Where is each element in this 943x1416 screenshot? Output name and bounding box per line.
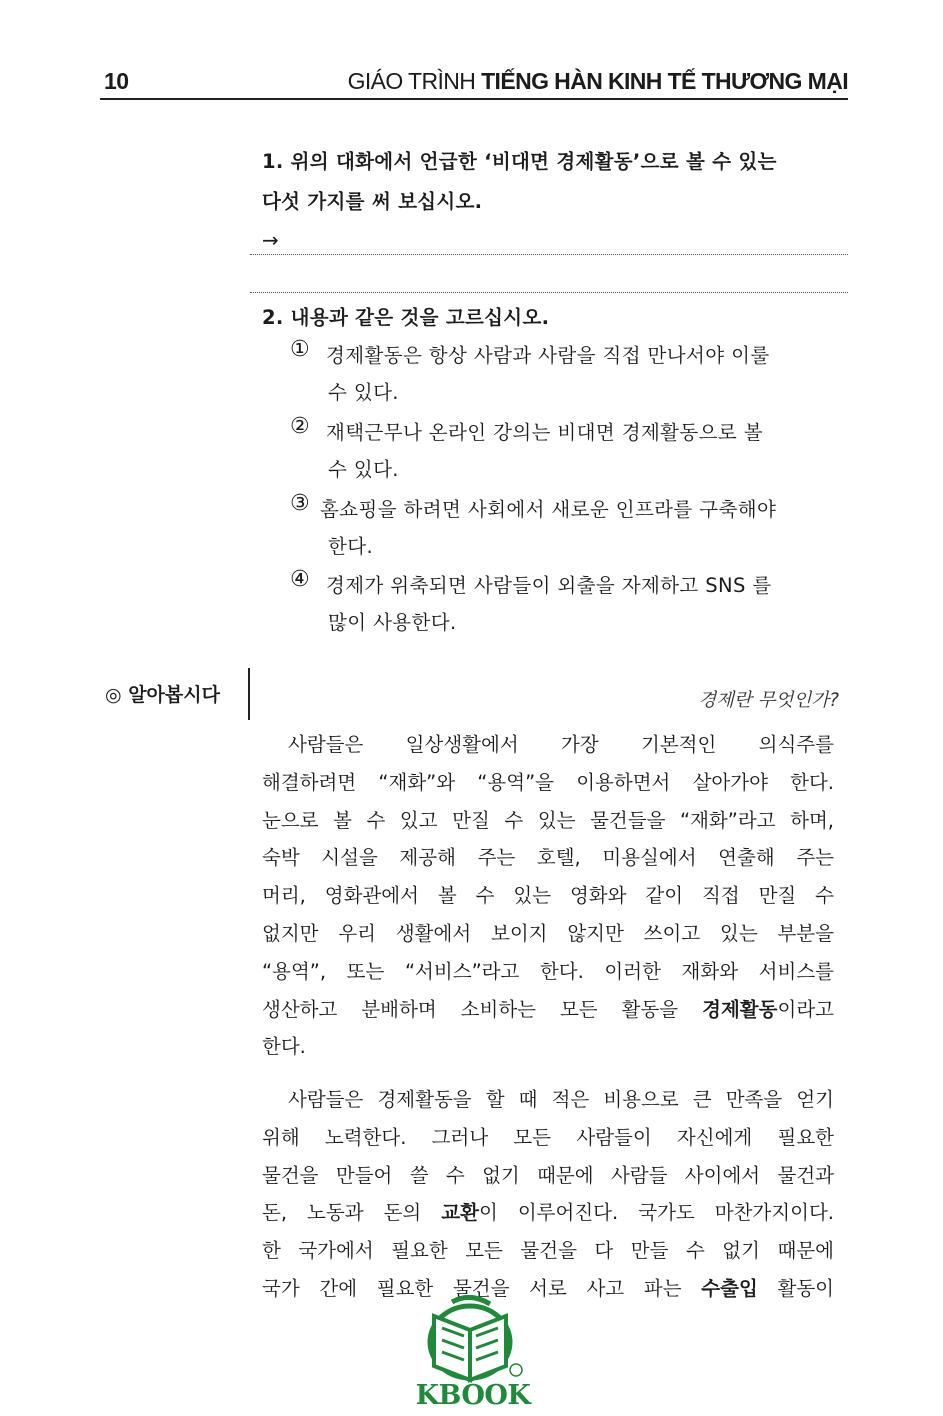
option-text: 많이 사용한다.: [328, 611, 457, 634]
paragraph-line: 한 국가에서 필요한 모든 물건을 다 만들 수 없기 때문에: [262, 1239, 834, 1263]
question2-title: 2. 내용과 같은 것을 고르십시오.: [262, 306, 550, 329]
paragraph-line: 머리, 영화관에서 볼 수 있는 영화와 같이 직접 만질 수: [262, 884, 834, 908]
option-text: 재택근무나 온라인 강의는 비대면 경제활동으로 볼: [326, 421, 763, 444]
option-text: 홈쇼핑을 하려면 사회에서 새로운 인프라를 구축해야: [320, 498, 777, 521]
text-run: 활동이: [757, 1276, 834, 1300]
text-run: 돈, 노동과 돈의: [262, 1201, 442, 1225]
option-number: ②: [290, 414, 310, 439]
option-number: ④: [290, 567, 310, 592]
paragraph-line: 한다.: [262, 1035, 306, 1059]
kbook-logo: [412, 1294, 534, 1412]
paragraph-line: “용역”, 또는 “서비스”라고 한다. 이러한 재화와 서비스를: [262, 959, 834, 983]
page-header: [100, 58, 848, 100]
paragraph-line: [262, 1194, 834, 1232]
section-label: ◎ 알아봅시다: [105, 684, 220, 706]
paragraph-line: 물건을 만들어 쓸 수 없기 때문에 사람들 사이에서 물건과: [262, 1163, 834, 1187]
question1-line1: 1. 위의 대화에서 언급한 ‘비대면 경제활동’으로 볼 수 있는: [262, 150, 777, 173]
option-text: 수 있다.: [328, 381, 399, 404]
paragraph-line: 해결하려면 “재화”와 “용역”을 이용하면서 살아가야 한다.: [262, 770, 834, 794]
paragraph-1: [262, 726, 834, 1066]
paragraph-line: 사람들은 경제활동을 할 때 적은 비용으로 큰 만족을 얻기: [288, 1088, 834, 1111]
paragraph-line: 없지만 우리 생활에서 보이지 않지만 쓰이고 있는 부분을: [262, 921, 834, 945]
option-number: ③: [290, 491, 310, 516]
term-import-export: 수출입: [701, 1276, 758, 1300]
kbook-logo-text: KBOOK: [415, 1380, 531, 1411]
question1-line2: 다섯 가지를 써 보십시오.: [262, 190, 483, 213]
paragraph-line: 눈으로 볼 수 있고 만질 수 있는 물건들을 “재화”라고 하며,: [262, 808, 834, 832]
text-run: 생산하고 분배하며 소비하는 모든 활동을: [262, 997, 703, 1021]
book-globe-icon: [412, 1294, 534, 1386]
paragraph-line: 위해 노력한다. 그러나 모든 사람들이 자신에게 필요한: [262, 1125, 834, 1149]
running-head: [348, 68, 848, 95]
answer-dotted-line: [250, 292, 848, 293]
text-run: 이 이루어진다. 국가도 마찬가지이다.: [478, 1201, 834, 1225]
option-number: ①: [290, 337, 310, 362]
text-run: 국가 간에 필요한 물건을 서로 사고 파는: [262, 1276, 702, 1300]
paragraph-line: 사람들은 일상생활에서 가장 기본적인 의식주를: [288, 733, 834, 756]
section-divider: [248, 668, 250, 720]
paragraph-2: [262, 1081, 834, 1308]
option-text: 경제가 위축되면 사람들이 외출을 자제하고 SNS 를: [326, 574, 772, 597]
running-head-bold: TIẾNG HÀN KINH TẾ THƯƠNG MẠI: [481, 68, 848, 94]
text-run: 이라고: [777, 997, 834, 1021]
term-economic-activity: 경제활동: [702, 997, 778, 1021]
term-exchange: 교환: [441, 1201, 479, 1225]
paragraph-line: [262, 1270, 834, 1308]
page-number: 10: [104, 68, 129, 94]
section-subtitle: 경제란 무엇인가?: [698, 690, 839, 711]
option-text: 수 있다.: [328, 458, 399, 481]
answer-dotted-line: [250, 254, 848, 255]
paragraph-line: [262, 991, 834, 1029]
answer-arrow-icon: →: [262, 228, 279, 252]
option-text: 한다.: [328, 535, 374, 558]
running-head-prefix: GIÁO TRÌNH: [347, 68, 482, 94]
option-text: 경제활동은 항상 사람과 사람을 직접 만나서야 이룰: [326, 344, 770, 367]
paragraph-line: 숙박 시설을 제공해 주는 호텔, 미용실에서 연출해 주는: [262, 846, 834, 870]
